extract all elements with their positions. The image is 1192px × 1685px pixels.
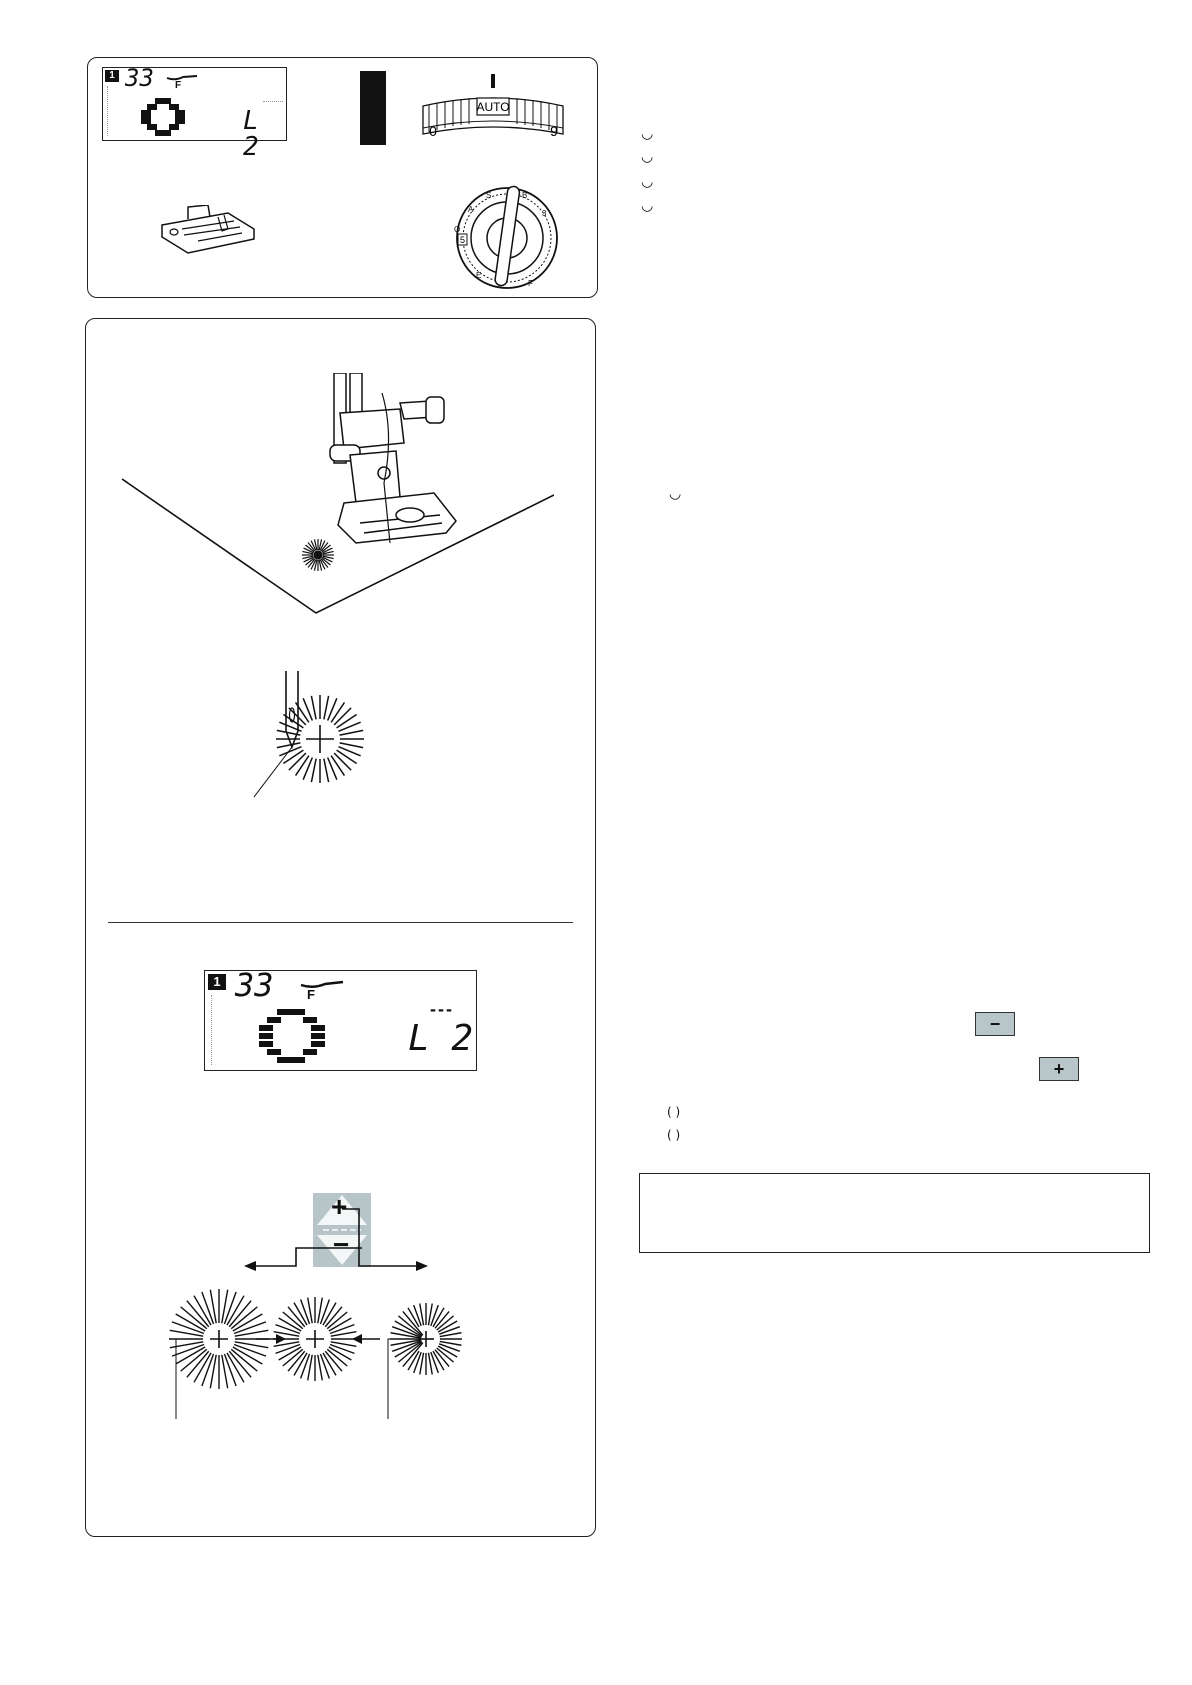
svg-text:E: E <box>476 271 482 280</box>
stitch-selector-dial[interactable] <box>448 182 566 290</box>
indicator-bar <box>360 71 386 145</box>
eyelet-comparison <box>166 1281 506 1441</box>
svg-text:O: O <box>454 225 461 234</box>
lcd-dashes-large: --- <box>430 999 454 1019</box>
stitch-pattern-icon-large <box>259 1009 325 1065</box>
bullet-mark-1: ◡ <box>641 126 654 142</box>
svg-text:B: B <box>522 191 528 200</box>
presser-foot-icon-large <box>299 977 345 991</box>
bracket-mark-2: ( ) <box>667 1128 681 1142</box>
lcd-side-marks <box>107 86 114 136</box>
tension-max-label: 9 <box>550 123 558 139</box>
svg-text:S: S <box>486 191 492 200</box>
mode-number: 1 <box>109 70 115 81</box>
adjust-arrows <box>236 1204 516 1284</box>
bracket-mark-1: ( ) <box>667 1105 681 1119</box>
length-value: L 2 <box>243 106 259 162</box>
eyelet-stitch <box>340 743 364 748</box>
sewing-foot-illustration <box>104 373 554 637</box>
eyelet-stitch <box>289 753 306 770</box>
tension-auto-label: AUTO <box>476 100 510 114</box>
plus-button-inline[interactable]: + <box>1039 1057 1079 1081</box>
pattern-number: 33 <box>125 64 154 92</box>
minus-button-inline[interactable]: − <box>975 1012 1015 1036</box>
minus-button[interactable]: − <box>333 1229 350 1260</box>
eyelet-stitch <box>324 759 329 783</box>
svg-text:A: A <box>468 205 474 214</box>
mode-number-large: 1 <box>213 974 221 989</box>
eyelet-stitch <box>334 753 351 770</box>
presser-foot-illustration <box>158 205 258 261</box>
mode-indicator-large <box>208 974 226 990</box>
eyelet-stitch <box>311 759 316 783</box>
svg-text:F: F <box>528 279 533 288</box>
pattern-number-large: 33 <box>235 966 274 1004</box>
lcd-dashes <box>263 101 283 102</box>
presser-foot-icon <box>165 72 199 82</box>
mode-indicator <box>105 70 119 82</box>
eyelet-stitch <box>334 708 351 725</box>
stitch-dial-digit: 5 <box>459 235 466 245</box>
tension-dial[interactable] <box>419 70 567 142</box>
foot-letter-large: F <box>307 987 315 1002</box>
bullet-mark-3: ◡ <box>641 174 654 190</box>
plus-button[interactable]: + <box>331 1191 348 1222</box>
stitch-pattern-icon <box>141 98 187 138</box>
eyelet-stitch <box>277 743 301 748</box>
bullet-mark-4: ◡ <box>641 198 654 214</box>
bullet-mark-2: ◡ <box>641 149 654 165</box>
length-value-large: L 2 <box>408 1018 474 1059</box>
section-divider <box>108 922 573 923</box>
foot-letter: F <box>175 80 182 91</box>
eyelet-stitch <box>340 730 364 735</box>
eyelet-stitch <box>324 696 329 720</box>
lcd-side-marks-large <box>211 995 218 1065</box>
note-box <box>639 1173 1150 1253</box>
eyelet-stitch <box>311 696 316 720</box>
tension-min-label: 0 <box>429 123 437 139</box>
bullet-mark-5: ◡ <box>669 486 682 502</box>
lcd-display-large <box>204 966 477 1071</box>
instructions-panel <box>85 318 596 1537</box>
settings-panel <box>87 57 598 298</box>
svg-text:3: 3 <box>542 209 547 218</box>
needle-eyelet-diagram <box>234 671 474 811</box>
lcd-display <box>102 64 287 162</box>
